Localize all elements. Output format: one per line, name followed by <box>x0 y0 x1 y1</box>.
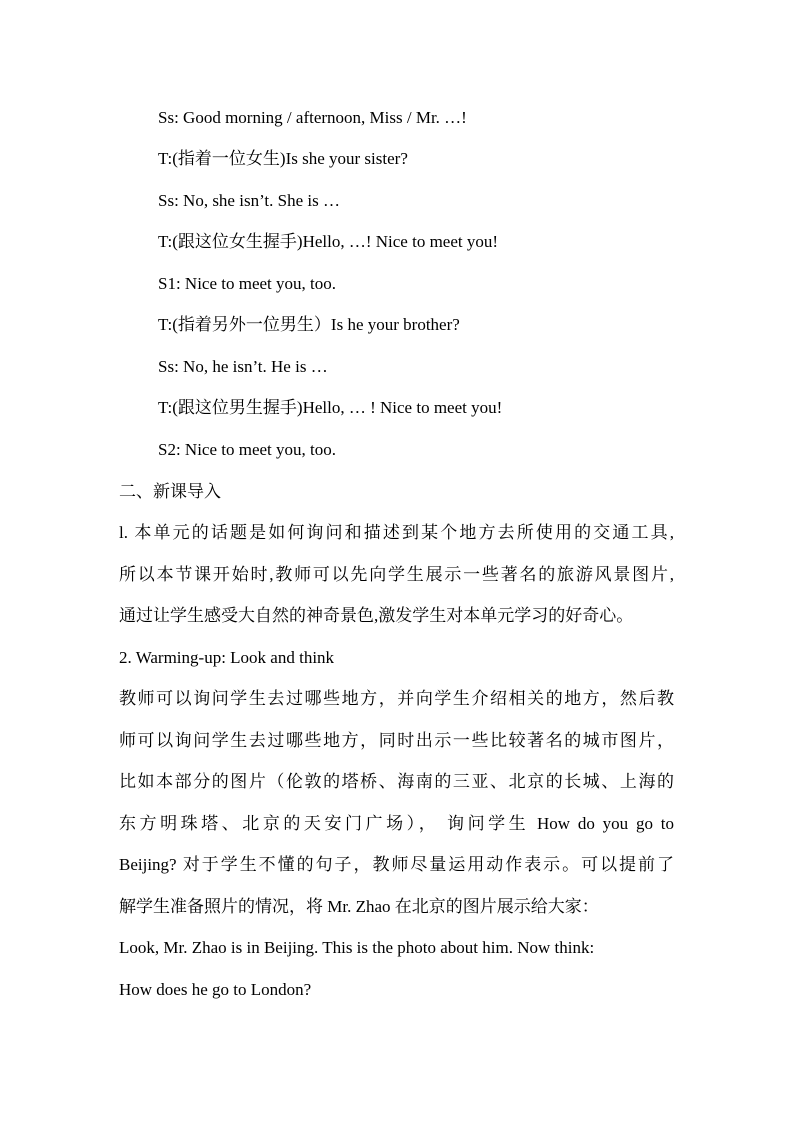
item2-line-5: Beijing? 对于学生不懂的句子，教师尽量运用动作表示。可以提前了 <box>119 855 674 874</box>
item1-line-1: l. 本单元的话题是如何询问和描述到某个地方去所使用的交通工具, <box>119 523 674 542</box>
item2-line-7: Look, Mr. Zhao is in Beijing. This is the photo about him. Now think: <box>119 938 595 957</box>
dialogue-line-2: T:(指着一位女生)Is she your sister? <box>158 149 408 168</box>
item2-line-8: How does he go to London? <box>119 980 312 999</box>
dialogue-line-7: Ss: No, he isn’t. He is … <box>158 357 328 376</box>
item2-line-3: 比如本部分的图片（伦敦的塔桥、海南的三亚、北京的长城、上海的 <box>119 772 674 791</box>
dialogue-line-1: Ss: Good morning / afternoon, Miss / Mr. …! <box>158 108 467 127</box>
item2-line-4: 东方明珠塔、北京的天安门广场）， 询问学生 How do you go to <box>119 814 674 833</box>
item2-line-1: 教师可以询问学生去过哪些地方，并向学生介绍相关的地方，然后教 <box>119 689 674 708</box>
dialogue-line-8: T:(跟这位男生握手)Hello, … ! Nice to meet you! <box>158 398 503 417</box>
item2-title: 2. Warming-up: Look and think <box>119 648 335 667</box>
dialogue-line-6: T:(指着另外一位男生）Is he your brother? <box>158 315 460 334</box>
section-heading: 二、新课导入 <box>119 482 221 501</box>
item1-line-2: 所以本节课开始时,教师可以先向学生展示一些著名的旅游风景图片, <box>119 565 674 584</box>
item1-line-3: 通过让学生感受大自然的神奇景色,激发学生对本单元学习的好奇心。 <box>119 606 634 625</box>
dialogue-line-3: Ss: No, she isn’t. She is … <box>158 191 340 210</box>
dialogue-line-9: S2: Nice to meet you, too. <box>158 440 337 459</box>
item2-line-2: 师可以询问学生去过哪些地方，同时出示一些比较著名的城市图片， <box>119 731 674 750</box>
dialogue-line-4: T:(跟这位女生握手)Hello, …! Nice to meet you! <box>158 232 499 251</box>
item2-line-6: 解学生准备照片的情况，将 Mr. Zhao 在北京的图片展示给大家： <box>119 897 599 916</box>
dialogue-line-5: S1: Nice to meet you, too. <box>158 274 337 293</box>
